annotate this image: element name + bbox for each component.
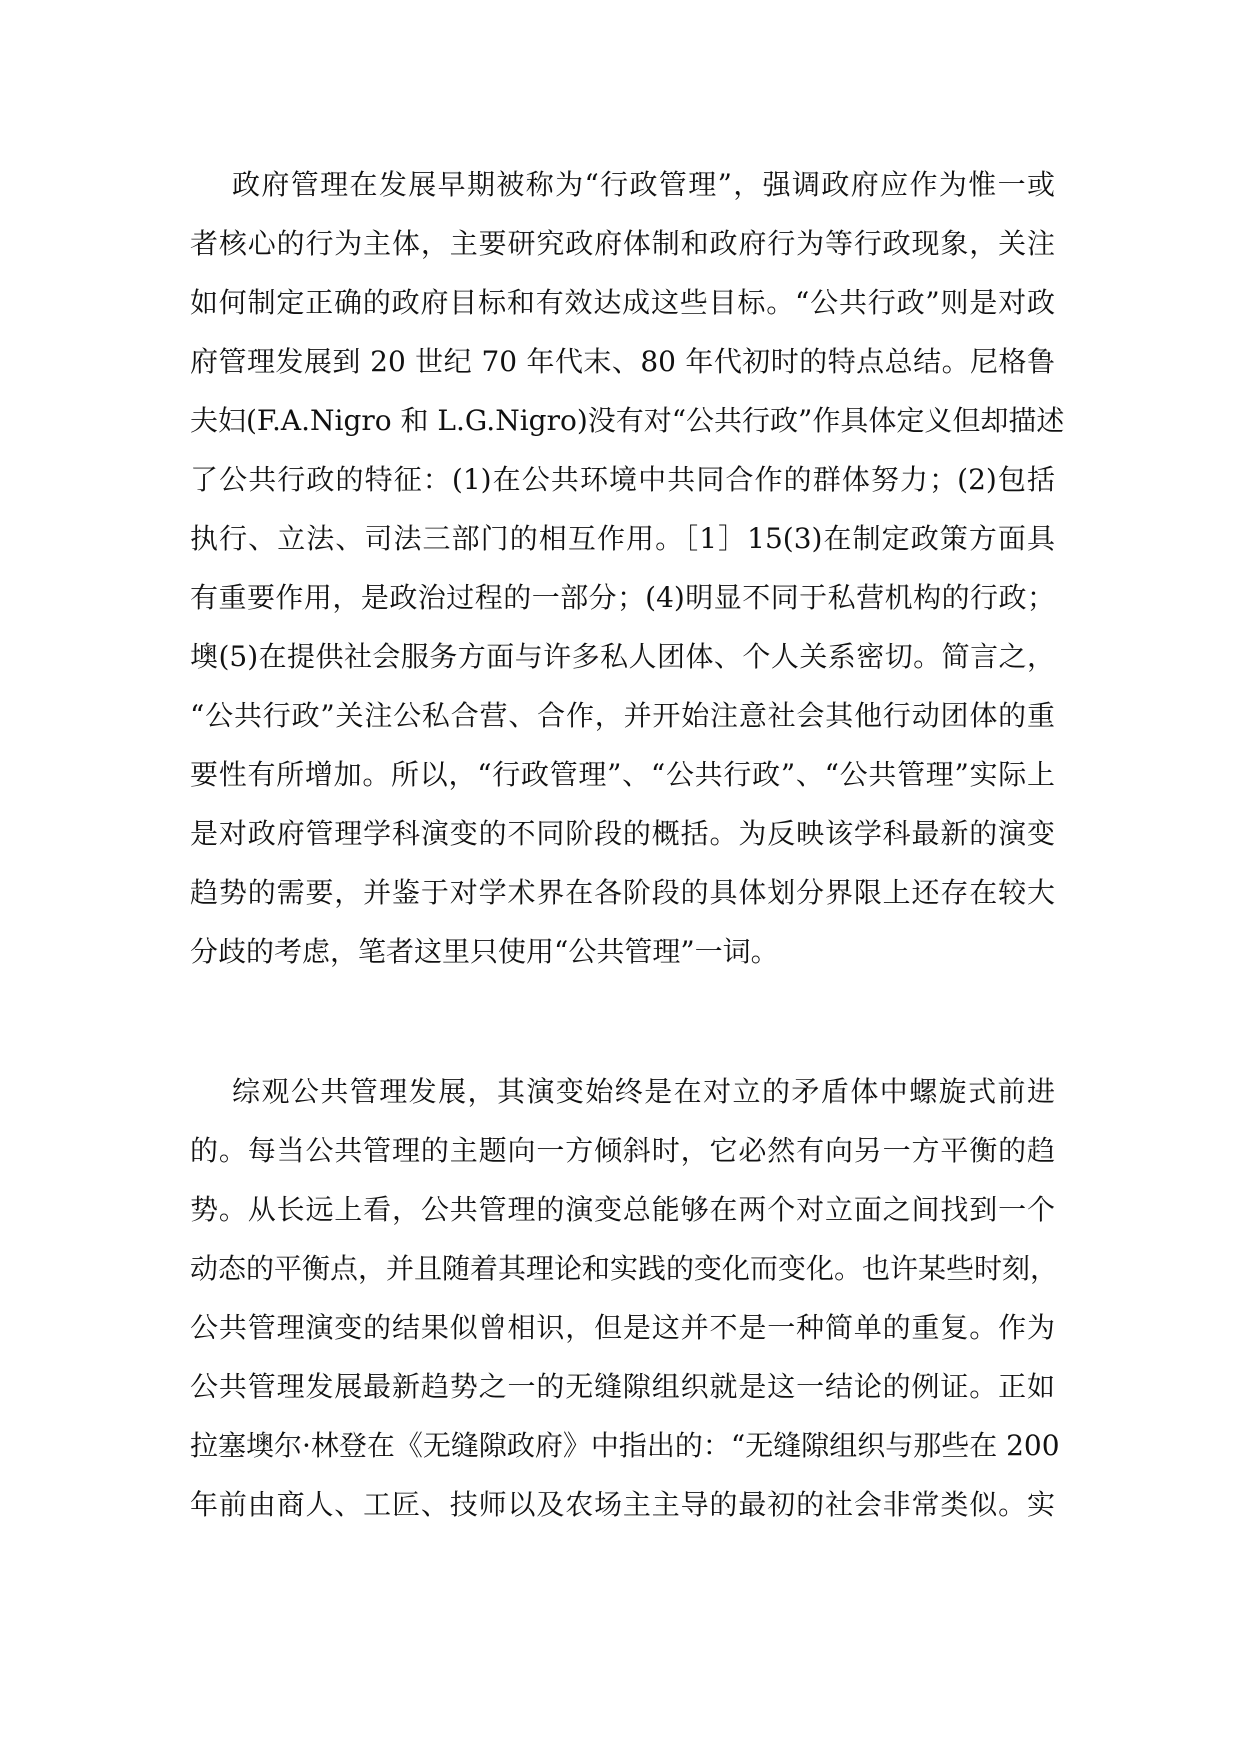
paragraph-line: 公共管理演变的结果似曾相识，但是这并不是一种简单的重复。作为 (190, 1311, 1055, 1344)
paragraph-line: 年前由商人、工匠、技师以及农场主主导的最初的社会非常类似。实 (190, 1488, 1055, 1521)
paragraph-line: 是对政府管理学科演变的不同阶段的概括。为反映该学科最新的演变 (190, 817, 1055, 850)
paragraph-line: 如何制定正确的政府目标和有效达成这些目标。“公共行政”则是对政 (190, 286, 1055, 319)
paragraph-line: 府管理发展到 20 世纪 70 年代末、80 年代初时的特点总结。尼格鲁 (190, 345, 1055, 378)
paragraph-line: 有重要作用，是政治过程的一部分；(4)明显不同于私营机构的行政； (190, 581, 1055, 614)
paragraph-line: 拉塞墺尔·林登在《无缝隙政府》中指出的：“无缝隙组织与那些在 200 (190, 1429, 1060, 1462)
paragraph-line: 综观公共管理发展，其演变始终是在对立的矛盾体中螺旋式前进 (232, 1075, 1055, 1108)
paragraph-line: 公共管理发展最新趋势之一的无缝隙组织就是这一结论的例证。正如 (190, 1370, 1055, 1403)
paragraph-2 (190, 1062, 1060, 1534)
paragraph-line: 夫妇(F.A.Nigro 和 L.G.Nigro)没有对“公共行政”作具体定义但却描述 (190, 404, 1065, 437)
paragraph-line: 势。从长远上看，公共管理的演变总能够在两个对立面之间找到一个 (190, 1193, 1055, 1226)
paragraph-1 (190, 155, 1065, 981)
paragraph-line: 执行、立法、司法三部门的相互作用。［1］15(3)在制定政策方面具 (190, 522, 1055, 555)
paragraph-line: 的。每当公共管理的主题向一方倾斜时，它必然有向另一方平衡的趋 (190, 1134, 1055, 1167)
paragraph-line: 者核心的行为主体，主要研究政府体制和政府行为等行政现象，关注 (190, 227, 1055, 260)
paragraph-line: “公共行政”关注公私合营、合作，并开始注意社会其他行动团体的重 (190, 699, 1055, 732)
paragraph-line: 要性有所增加。所以，“行政管理”、“公共行政”、“公共管理”实际上 (190, 758, 1055, 791)
paragraph-line: 分歧的考虑，笔者这里只使用“公共管理”一词。 (190, 935, 779, 968)
paragraph-line: 了公共行政的特征：(1)在公共环境中共同合作的群体努力；(2)包括 (190, 463, 1055, 496)
paragraph-line: 动态的平衡点，并且随着其理论和实践的变化而变化。也许某些时刻， (190, 1252, 1059, 1285)
paragraph-line: 墺(5)在提供社会服务方面与许多私人团体、个人关系密切。简言之， (190, 640, 1055, 673)
paragraph-line: 趋势的需要，并鉴于对学术界在各阶段的具体划分界限上还存在较大 (190, 876, 1055, 909)
paragraph-line: 政府管理在发展早期被称为“行政管理”，强调政府应作为惟一或 (232, 168, 1055, 201)
